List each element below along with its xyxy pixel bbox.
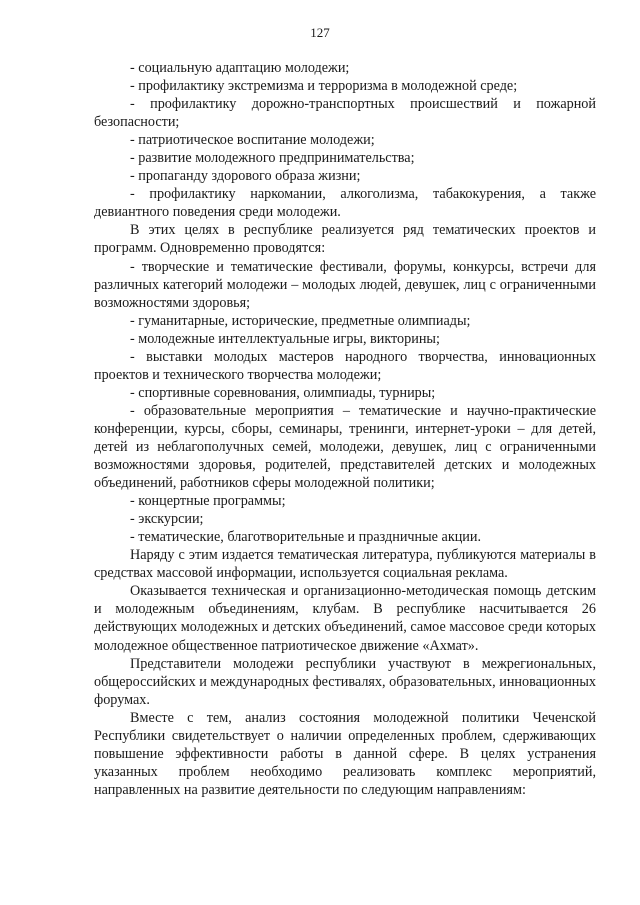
- list-item-entrepreneurship: - развитие молодежного предпринимательства;: [130, 150, 415, 167]
- list-item-intellectual-games: - молодежные интеллектуальные игры, викторины;: [130, 330, 440, 347]
- list-item-charity-actions: - тематические, благотворительные и праздничные акции.: [130, 529, 482, 546]
- list-item-festivals: - творческие и тематические фестивали, форумы, конкурсы, встречи для различных категорий молодежи – молодых людей, девушек, лиц с ограниченными возможностями здоровья;: [94, 258, 596, 311]
- body-text: [94, 59, 596, 799]
- paragraph-problems: Вместе с тем, анализ состояния молодежной политики Чеченской Республики свидетельствует о наличии определенных проблем, сдерживающих повышение эффективности работы в данной сфере. В целях устранения указанных проблем необходимо реализовать комплекс мероприятий, направленных на развитие деятельности по следующим направлениям:: [94, 709, 596, 798]
- list-item-educational-events: - образовательные мероприятия – тематические и научно-практические конференции, курсы, сборы, семинары, тренинги, интернет-уроки – для детей, детей из неблагополучных семей, молодежи, девушек, лиц с ограниченными возможностями здоровья, родителей, представителей детских и молодежных объединений, работников сферы молодежной политики;: [94, 402, 596, 492]
- paragraph-technical-help: Оказывается техническая и организационно-методическая помощь детским и молодежным объединениям, клубам. В республике насчитывается 26 действующих молодежных и детских объединений, самое массовое среди которых молодежное общественное патриотическое движение «Ахмат».: [94, 583, 596, 654]
- paragraph-projects-intro: В этих целях в республике реализуется ряд тематических проектов и программ. Одновременно проводятся:: [94, 222, 596, 257]
- list-item-healthy-lifestyle: - пропаганду здорового образа жизни;: [130, 168, 361, 185]
- list-item-sports: - спортивные соревнования, олимпиады, турниры;: [130, 384, 436, 401]
- paragraph-representatives: Представители молодежи республики участвуют в межрегиональных, общероссийских и международных фестивалях, образовательных, инновационных форумах.: [94, 655, 597, 708]
- list-item-olympiads: - гуманитарные, исторические, предметные олимпиады;: [130, 312, 471, 329]
- list-item-extremism-prevention: - профилактику экстремизма и терроризма в молодежной среде;: [130, 78, 518, 95]
- paragraph-literature: Наряду с этим издается тематическая литература, публикуются материалы в средствах массовой информации, используется социальная реклама.: [94, 547, 596, 582]
- list-item-patriotic-education: - патриотическое воспитание молодежи;: [130, 132, 375, 149]
- list-item-exhibitions: - выставки молодых мастеров народного творчества, инновационных проектов и технического творчества молодежи;: [94, 348, 596, 383]
- list-item-concerts: - концертные программы;: [130, 493, 286, 510]
- list-item-social-adaptation: - социальную адаптацию молодежи;: [130, 60, 350, 76]
- list-item-addiction-prevention: - профилактику наркомании, алкоголизма, табакокурения, а также девиантного поведения среди молодежи.: [94, 186, 596, 221]
- list-item-excursions: - экскурсии;: [130, 511, 204, 528]
- list-item-road-fire-safety: - профилактику дорожно-транспортных происшествий и пожарной безопасности;: [94, 96, 596, 131]
- page-number: 127: [310, 25, 330, 40]
